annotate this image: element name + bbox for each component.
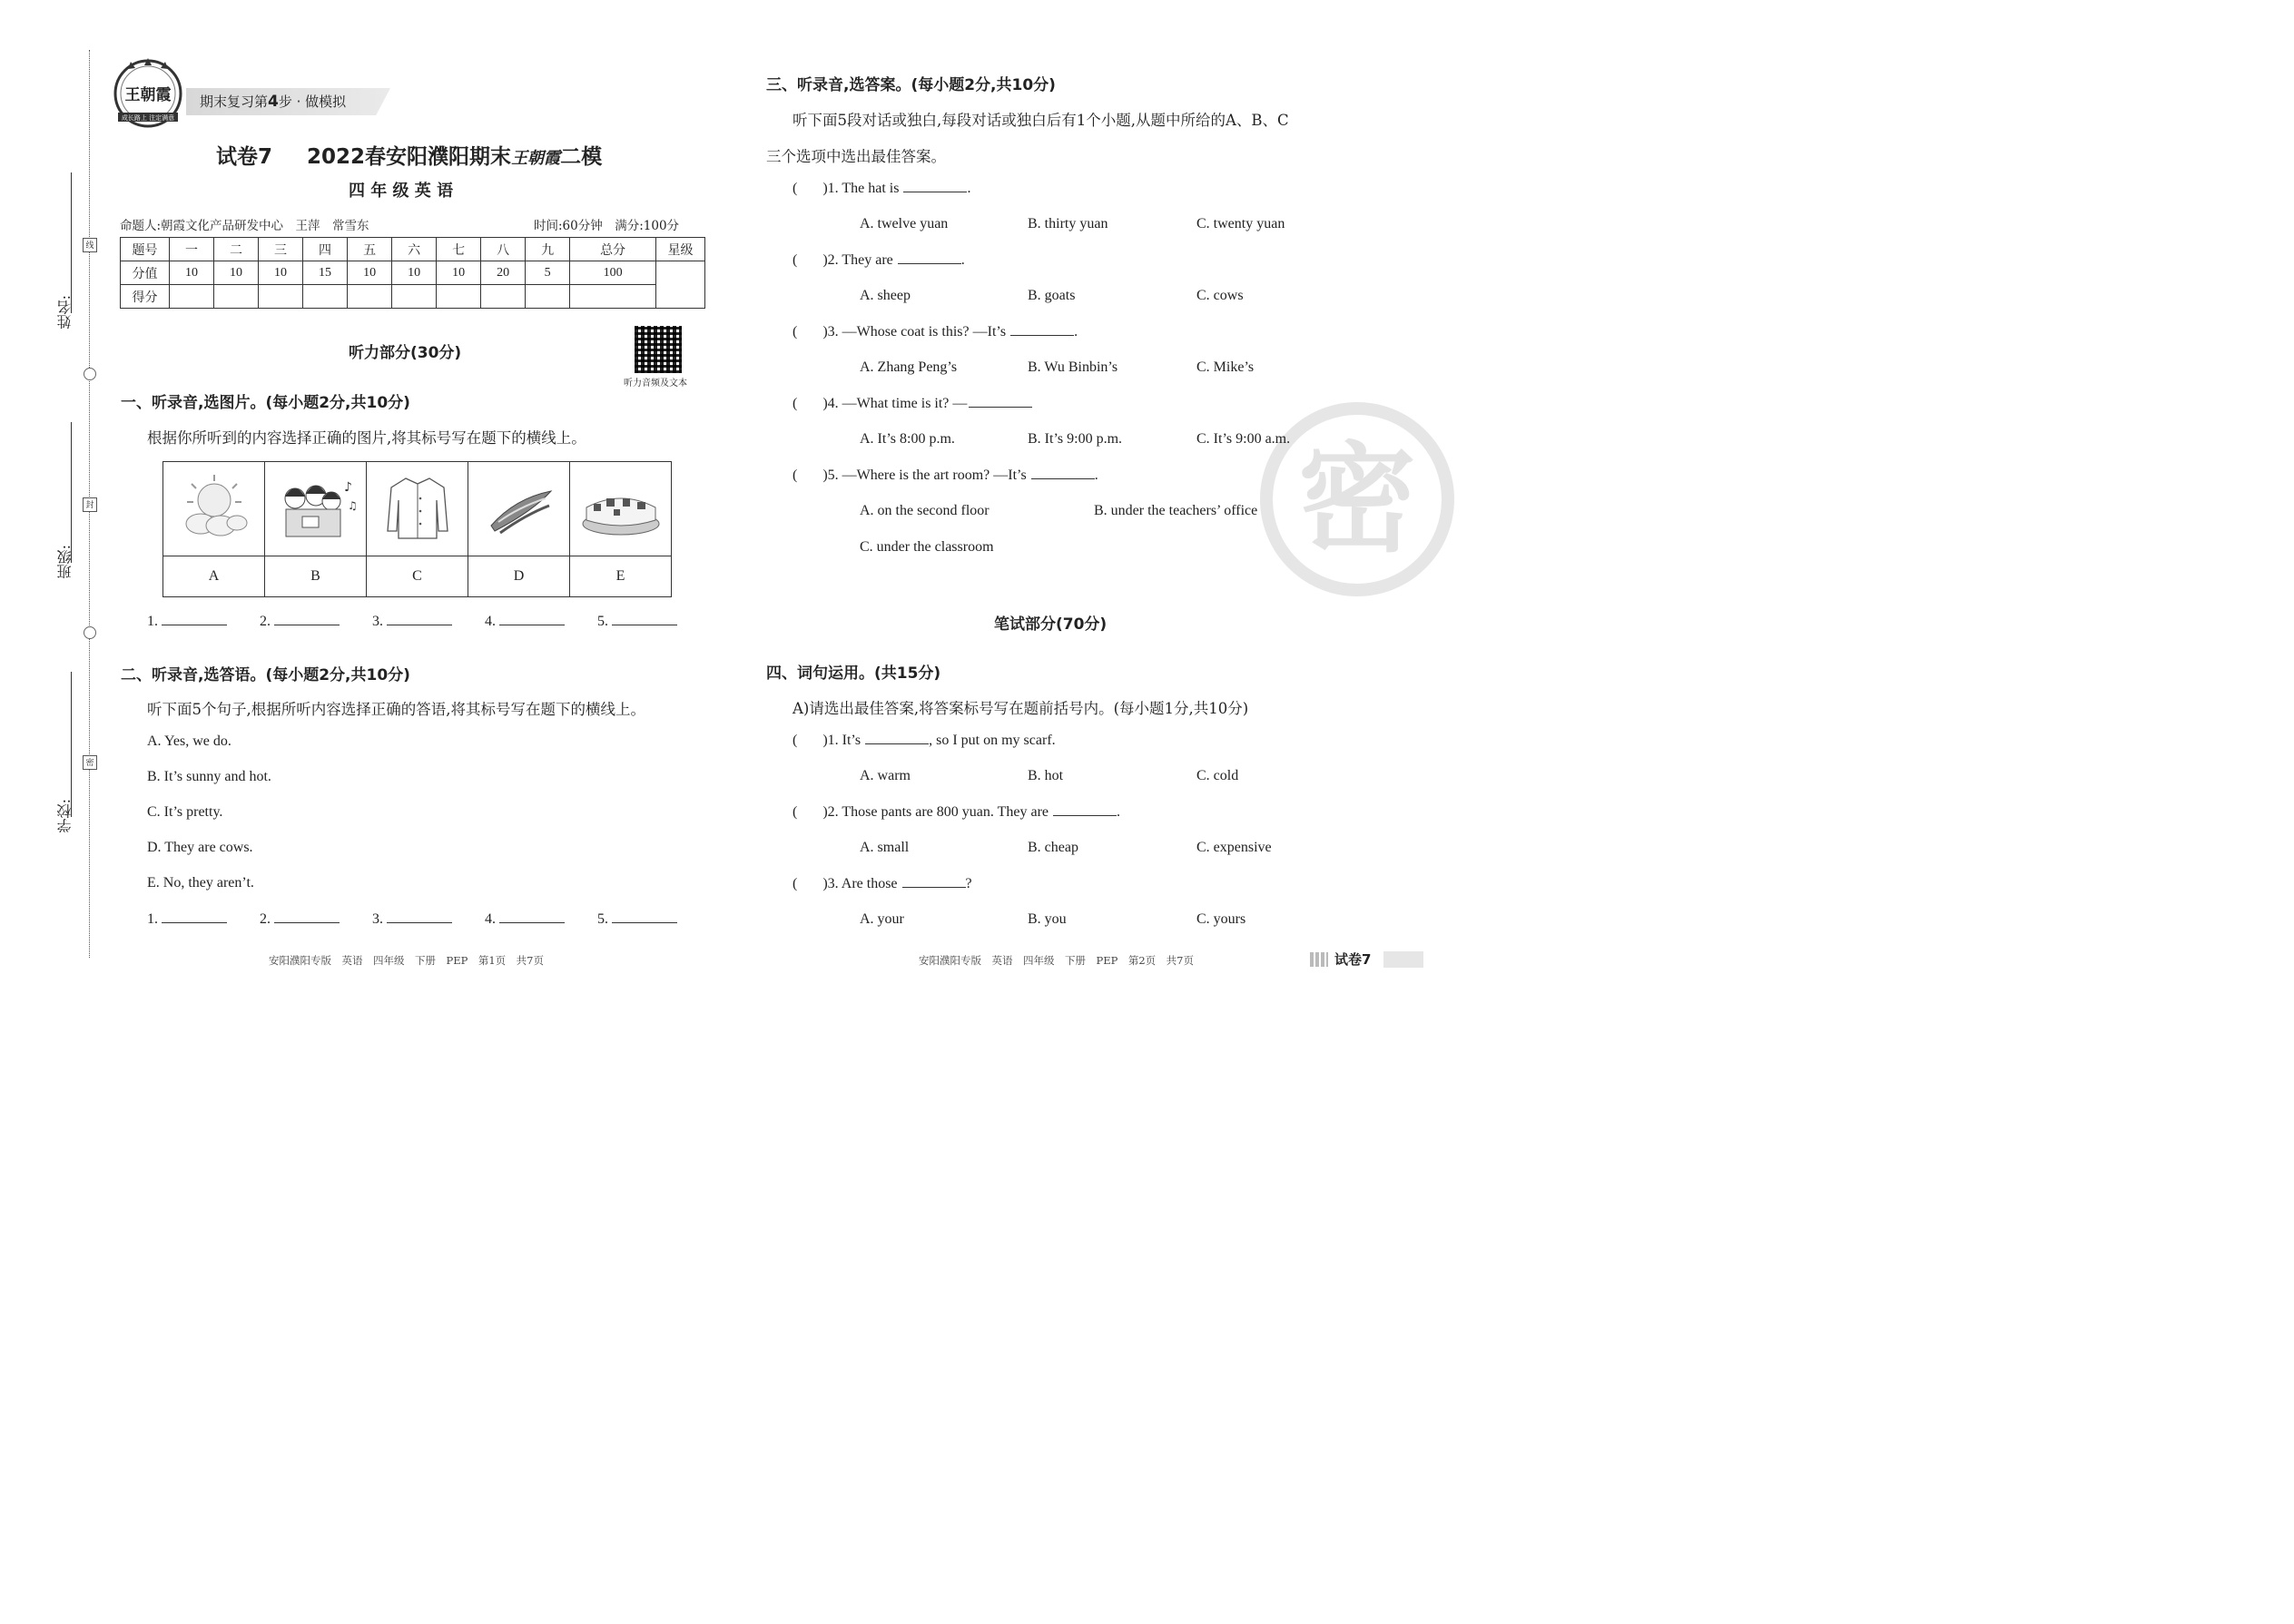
- binding-dot-icon: [84, 626, 96, 639]
- option-b: B. you: [1028, 911, 1067, 927]
- footer-left: 安阳濮阳专版 英语 四年级 下册 PEP 第1页 共7页: [269, 954, 545, 967]
- footer-pattern-icon: [1310, 952, 1328, 967]
- option-b: B. under the teachers’ office: [1094, 503, 1258, 518]
- section3-instruction-2: 三个选项中选出最佳答案。: [766, 148, 946, 165]
- listening-title: 听力部分(30分): [349, 344, 462, 362]
- option-d: D. They are cows.: [147, 840, 253, 855]
- mark-mi: 密: [83, 755, 97, 770]
- fill-blank: [1031, 478, 1095, 479]
- title-logo: 王朝霞: [511, 149, 561, 168]
- value-cell: 20: [481, 261, 526, 285]
- answer-paren[interactable]: (: [793, 252, 823, 268]
- header-cell: 四: [303, 238, 348, 261]
- value-cell: 10: [392, 261, 437, 285]
- score-input-cell[interactable]: [348, 285, 392, 309]
- picture-label: E: [570, 556, 672, 597]
- question-3-5: ( )5. —Where is the art room? —It’s .: [793, 468, 1098, 483]
- option-a: A. small: [860, 840, 910, 855]
- header-cell: 二: [214, 238, 259, 261]
- option-a: A. warm: [860, 768, 911, 783]
- value-cell: 10: [214, 261, 259, 285]
- header-cell: 一: [170, 238, 214, 261]
- score-input-cell[interactable]: [437, 285, 481, 309]
- answer-paren[interactable]: (: [793, 804, 823, 820]
- score-value-row: [121, 261, 705, 285]
- score-input-cell[interactable]: [570, 285, 656, 309]
- answer-paren[interactable]: (: [793, 468, 823, 483]
- option-a: A. on the second floor: [860, 503, 989, 518]
- answer-paren[interactable]: (: [793, 324, 823, 340]
- paper-title-suffix: 二模: [560, 145, 603, 169]
- section3-title: 三、听录音,选答案。(每小题2分,共10分): [766, 76, 1056, 94]
- option-b: B. Wu Binbin’s: [1028, 359, 1118, 375]
- svg-text:♪: ♪: [343, 479, 352, 495]
- answer-blank[interactable]: [499, 922, 565, 923]
- answer-paren[interactable]: (: [793, 733, 823, 748]
- svg-text:♫: ♫: [347, 498, 357, 512]
- score-table: [120, 237, 705, 309]
- mark-xian: 线: [83, 238, 97, 252]
- question-4-2: ( )2. Those pants are 800 yuan. They are .: [793, 804, 1120, 820]
- class-label: 班级:: [56, 545, 74, 579]
- picture-table: [162, 461, 672, 597]
- answer-paren[interactable]: (: [793, 396, 823, 411]
- picture-singing-kids: [265, 462, 367, 556]
- question-3-4: ( )4. —What time is it? —: [793, 396, 1032, 412]
- header-cell: 九: [526, 238, 570, 261]
- paper-title: [216, 140, 602, 170]
- question-3-2: ( )2. They are .: [793, 252, 965, 268]
- value-cell: 10: [348, 261, 392, 285]
- option-a: A. It’s 8:00 p.m.: [860, 431, 955, 447]
- fill-blank: [969, 407, 1032, 408]
- value-cell: 10: [437, 261, 481, 285]
- score-input-cell[interactable]: [259, 285, 303, 309]
- section1-instruction: 根据你所听到的内容选择正确的图片,将其标号写在题下的横线上。: [147, 429, 586, 447]
- mark-feng: 封: [83, 497, 97, 512]
- option-b: B. cheap: [1028, 840, 1078, 855]
- cake-icon: [577, 471, 665, 544]
- picture-beans: [468, 462, 570, 556]
- written-title: 笔试部分(70分): [994, 615, 1108, 634]
- option-b: B. thirty yuan: [1028, 216, 1108, 231]
- series-label: 期末复习第4步 · 做模拟: [200, 93, 347, 111]
- footer-right: 安阳濮阳专版 英语 四年级 下册 PEP 第2页 共7页: [919, 954, 1195, 967]
- picture-label: D: [468, 556, 570, 597]
- score-input-cell[interactable]: [392, 285, 437, 309]
- option-c: C. twenty yuan: [1196, 216, 1285, 231]
- answer-blank[interactable]: [612, 922, 677, 923]
- option-c: C. It’s 9:00 a.m.: [1196, 431, 1291, 447]
- qr-caption: 听力音频及文本: [624, 379, 687, 389]
- name-line: [71, 172, 72, 313]
- score-got-row: [121, 285, 705, 309]
- option-a: A. Yes, we do.: [147, 733, 231, 749]
- question-4-3: ( )3. Are those ?: [793, 876, 972, 891]
- option-b: B. It’s 9:00 p.m.: [1028, 431, 1123, 447]
- answer-blank[interactable]: [387, 922, 452, 923]
- value-cell: 5: [526, 261, 570, 285]
- picture-label: C: [367, 556, 468, 597]
- green-beans-icon: [478, 471, 560, 544]
- value-cell: 15: [303, 261, 348, 285]
- row-label: 得分: [121, 285, 170, 309]
- watermark-seal: [1257, 399, 1457, 599]
- score-input-cell[interactable]: [481, 285, 526, 309]
- row-label: 分值: [121, 261, 170, 285]
- score-header-row: [121, 238, 705, 261]
- header-cell: 六: [392, 238, 437, 261]
- option-c: C. Mike’s: [1196, 359, 1255, 375]
- qr-code-icon[interactable]: [635, 326, 682, 373]
- option-c: C. under the classroom: [860, 539, 994, 555]
- option-a: A. sheep: [860, 288, 911, 303]
- school-line: [71, 672, 72, 817]
- value-cell: 10: [259, 261, 303, 285]
- option-c: C. yours: [1196, 911, 1246, 927]
- option-c: C. It’s pretty.: [147, 804, 223, 820]
- option-c: C. expensive: [1196, 840, 1272, 855]
- kids-singing-icon: [275, 471, 357, 544]
- score-input-cell[interactable]: [303, 285, 348, 309]
- header-cell: 三: [259, 238, 303, 261]
- section2-instruction: 听下面5个句子,根据所听内容选择正确的答语,将其标号写在题下的横线上。: [147, 701, 645, 718]
- section4-part-a: A)请选出最佳答案,将答案标号写在题前括号内。(每小题1分,共10分): [793, 700, 1249, 717]
- header-cell: 总分: [570, 238, 656, 261]
- star-cell[interactable]: [656, 261, 705, 309]
- school-label: 学校:: [56, 799, 74, 833]
- paper-subtitle: 四 年 级 英 语: [349, 182, 454, 201]
- picture-label-row: [163, 556, 672, 597]
- header-cell: 五: [348, 238, 392, 261]
- answer-blank[interactable]: [162, 922, 227, 923]
- authors: 命题人:朝霞文化产品研发中心 王萍 常雪东: [120, 219, 369, 233]
- row-label: 题号: [121, 238, 170, 261]
- option-a: A. Zhang Peng’s: [860, 359, 958, 375]
- header-cell: 八: [481, 238, 526, 261]
- section1-title: 一、听录音,选图片。(每小题2分,共10分): [121, 394, 410, 412]
- picture-cake: [570, 462, 672, 556]
- question-3-3: ( )3. —Whose coat is this? —It’s .: [793, 324, 1078, 340]
- score-input-cell[interactable]: [214, 285, 259, 309]
- fill-blank: [902, 887, 966, 888]
- picture-label: B: [265, 556, 367, 597]
- header-cell: 星级: [656, 238, 705, 261]
- answer-paren[interactable]: (: [793, 181, 823, 196]
- logo-text: 王朝霞: [124, 86, 172, 104]
- fill-blank: [865, 743, 929, 744]
- paper-title-main: 2022春安阳濮阳期末: [307, 145, 512, 169]
- option-a: A. twelve yuan: [860, 216, 949, 231]
- option-b: B. It’s sunny and hot.: [147, 769, 271, 784]
- score-input-cell[interactable]: [526, 285, 570, 309]
- time-info: 时间:60分钟 满分:100分: [534, 219, 680, 233]
- fill-blank: [1053, 815, 1117, 816]
- value-cell: 10: [170, 261, 214, 285]
- shirt-icon: [377, 471, 458, 544]
- picture-shirt: [367, 462, 468, 556]
- option-b: B. goats: [1028, 288, 1076, 303]
- section3-instruction-1: 听下面5段对话或独白,每段对话或独白后有1个小题,从题中所给的A、B、C: [793, 112, 1289, 129]
- footer-bar: [1383, 951, 1423, 968]
- option-a: A. your: [860, 911, 904, 927]
- section2-answers: 1. 2. 3. 4. 5.: [147, 911, 677, 928]
- answer-paren[interactable]: (: [793, 876, 823, 891]
- option-c: C. cows: [1196, 288, 1244, 303]
- option-e: E. No, they aren’t.: [147, 875, 254, 891]
- answer-blank[interactable]: [274, 922, 340, 923]
- value-cell: 100: [570, 261, 656, 285]
- logo-tagline: 成长路上 注定满意: [121, 114, 175, 122]
- picture-row: [163, 462, 672, 556]
- option-c: C. cold: [1196, 768, 1239, 783]
- section1-answers: 1. 2. 3. 4. 5.: [147, 614, 677, 630]
- section2-title: 二、听录音,选答语。(每小题2分,共10分): [121, 666, 410, 684]
- header-cell: 七: [437, 238, 481, 261]
- class-line: [71, 422, 72, 563]
- paper-number: 试卷7: [216, 145, 273, 169]
- footer-badge: 试卷7: [1334, 951, 1372, 968]
- section4-title: 四、词句运用。(共15分): [766, 664, 941, 683]
- score-input-cell[interactable]: [170, 285, 214, 309]
- picture-label: A: [163, 556, 265, 597]
- sun-cloud-icon: [173, 471, 255, 544]
- fill-blank: [1010, 335, 1074, 336]
- name-label: 姓名:: [56, 295, 74, 330]
- fill-blank: [898, 263, 961, 264]
- option-b: B. hot: [1028, 768, 1064, 783]
- binding-dot-icon: [84, 368, 96, 380]
- question-3-1: ( )1. The hat is .: [793, 181, 971, 196]
- watermark-char: 密: [1297, 430, 1416, 568]
- question-4-1: ( )1. It’s , so I put on my scarf.: [793, 733, 1056, 748]
- brand-logo: [111, 56, 185, 131]
- picture-weather: [163, 462, 265, 556]
